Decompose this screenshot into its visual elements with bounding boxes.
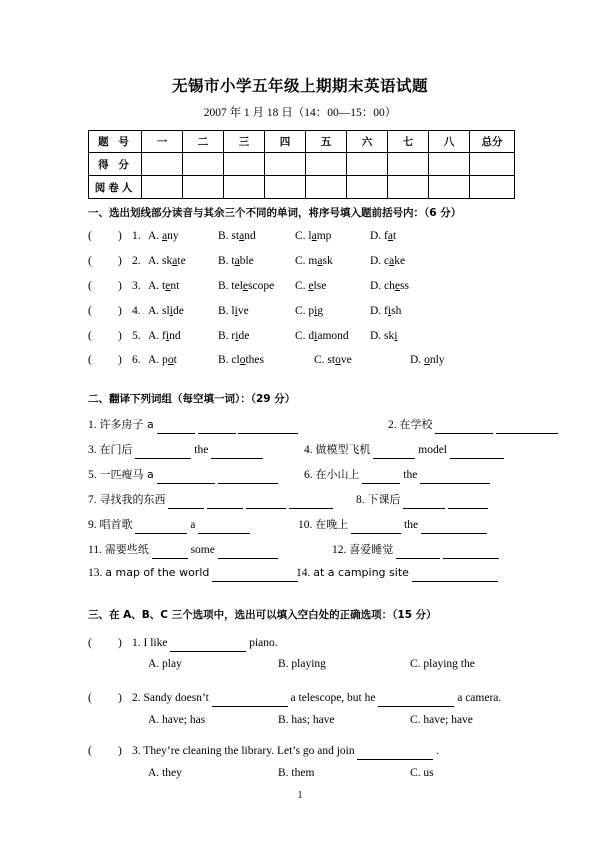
item-prompt: 做模型飞机 [315,443,371,456]
score-table-cell[interactable] [265,153,306,176]
option-a[interactable]: A. any [148,230,179,242]
score-table-cell[interactable] [470,153,515,176]
answer-blank[interactable] [420,471,490,484]
item-number: 9. [88,519,100,531]
underlined-phoneme: e [394,280,401,292]
item-number: 7. [88,494,100,506]
answer-box-close-paren[interactable]: ) [118,305,122,317]
item-number: 4. [304,444,316,456]
option-c[interactable]: C. pig [295,305,324,317]
answer-blank[interactable] [435,421,493,434]
option-d[interactable]: D. fat [370,230,397,242]
translation-item [296,566,498,582]
section1-question-row [88,255,558,272]
option-a[interactable]: A. tent [148,280,180,292]
section3-question-row [88,637,558,654]
item-number: 10. [298,519,316,531]
question-number: 4. [132,305,141,317]
underlined-phoneme: e [165,280,171,292]
option-d[interactable]: D. cake [370,255,406,267]
answer-box-close-paren[interactable]: ) [118,354,122,366]
option-c[interactable]: C. else [295,280,327,292]
underlined-phoneme: o [239,354,246,366]
question-number: 6. [132,354,141,366]
section1-question-row [88,330,558,347]
underlined-phoneme: i [169,305,173,317]
stem-text: a camera. [454,692,502,704]
page-title: 无锡市小学五年级上期期末英语试题 [171,77,428,95]
option-b[interactable]: B. has; have [278,714,335,726]
answer-blank[interactable] [403,496,445,509]
answer-blank[interactable] [373,446,415,459]
answer-blank[interactable] [198,521,250,534]
stem-text: a telescope, but he [287,692,379,704]
answer-box-close-paren[interactable]: ) [118,230,122,242]
score-table-cell[interactable] [224,153,265,176]
item-number: 6. [304,469,316,481]
option-b[interactable]: B. them [278,767,315,779]
question-number: 1. [132,637,144,649]
answer-box-open-paren[interactable]: ( [88,692,92,704]
option-d[interactable]: D. chess [370,280,409,292]
answer-box-open-paren[interactable]: ( [88,230,92,242]
option-c[interactable]: C. have; have [410,714,473,726]
option-c[interactable]: C. lamp [295,230,332,242]
score-table-cell[interactable] [306,153,347,176]
item-number: 12. [332,544,350,556]
question-number: 1. [132,230,141,242]
underlined-phoneme: i [387,305,392,317]
answer-blank[interactable] [198,421,236,434]
answer-blank[interactable] [152,546,188,559]
score-table-cell[interactable] [224,176,265,199]
stem-text: . [433,745,440,757]
translation-item [88,491,333,509]
score-table [88,130,515,199]
answer-blank[interactable] [218,546,278,559]
score-table-row [89,176,515,199]
stem-text: Sandy doesn’t [143,692,212,704]
item-number: 11. [88,544,105,556]
answer-box-open-paren[interactable]: ( [88,354,92,366]
score-table-column-header: 八 [429,131,470,153]
answer-blank[interactable] [157,471,215,484]
answer-blank[interactable] [357,747,433,760]
section1-question-row [88,305,558,322]
question-number: 3. [132,280,141,292]
item-number: 2. [388,419,400,431]
underlined-phoneme: e [242,280,249,292]
underlined-phoneme: i [234,305,238,317]
option-d[interactable]: D. only [410,354,445,366]
section3-question-row [88,745,558,762]
option-b[interactable]: B. playing [278,658,326,670]
item-number: 1. [88,419,100,431]
item-prompt: a map of the world [105,566,210,579]
section1-question-row [88,280,558,297]
stem-text: They’re cleaning the library. Let’s go and join [143,745,358,757]
question-stem [132,692,501,707]
underlined-phoneme: i [314,305,318,317]
section1-question-row [88,354,558,371]
item-prompt: 唱首歌 [99,518,133,531]
underlined-phoneme: a [317,255,323,267]
translation-item [88,466,278,484]
translation-item [298,516,487,534]
option-c[interactable]: C. playing the [410,658,475,670]
underlined-phoneme: a [239,230,245,242]
answer-blank[interactable] [450,446,504,459]
translation-item [304,441,504,459]
section1-heading: 一、选出划线部分读音与其余三个不同的单词，将序号填入题前括号内：（6 分） [88,207,462,219]
translation-item [356,491,488,509]
option-b[interactable]: B. stand [218,230,256,242]
answer-blank[interactable] [378,694,454,707]
item-prompt: 在学校 [399,418,433,431]
score-table-row [89,131,515,153]
section3-heading: 三、在 A、B、C 三个选项中，选出可以填入空白处的正确选项：（15 分） [88,609,437,621]
translation-item [88,541,278,559]
underlined-phoneme: e [308,280,314,292]
answer-blank[interactable] [396,546,440,559]
score-table-row-label: 得 分 [89,153,142,176]
translation-item [88,516,250,534]
item-fixed-word: the [401,519,419,531]
answer-box-open-paren[interactable]: ( [88,745,92,757]
question-number: 3. [132,745,144,757]
answer-box-close-paren[interactable]: ) [118,637,122,649]
question-number: 2. [132,255,141,267]
answer-box-open-paren[interactable]: ( [88,330,92,342]
item-fixed-word: the [400,469,418,481]
score-table-row [89,153,515,176]
translation-item [332,541,499,559]
answer-blank[interactable] [157,421,195,434]
option-c[interactable]: C. diamond [295,330,349,342]
option-a[interactable]: A. slide [148,305,184,317]
score-table-cell[interactable] [265,176,306,199]
answer-blank[interactable] [238,421,298,434]
item-prompt: 许多房子 a [99,418,154,431]
option-a[interactable]: A. play [148,658,182,670]
option-d[interactable]: D. ski [370,330,398,342]
option-a[interactable]: A. have; has [148,714,206,726]
item-prompt: 寻找我的东西 [99,493,166,506]
option-a[interactable]: A. pot [148,354,177,366]
answer-blank[interactable] [496,421,558,434]
option-b[interactable]: B. telescope [218,280,275,292]
score-table-cell[interactable] [388,153,429,176]
answer-box-open-paren[interactable]: ( [88,280,92,292]
item-number: 3. [88,444,100,456]
item-number: 13. [88,567,106,579]
score-table-cell[interactable] [429,153,470,176]
answer-box-close-paren[interactable]: ) [118,692,122,704]
underlined-phoneme: o [424,354,430,366]
stem-text: piano. [246,637,278,649]
answer-blank[interactable] [218,471,278,484]
underlined-phoneme: i [165,330,170,342]
underlined-phoneme: a [387,230,393,242]
stem-text: I like [143,637,171,649]
underlined-phoneme: a [234,255,240,267]
item-number: 14. [296,567,314,579]
translation-item [88,416,298,434]
section2-heading: 二、翻译下列词组（每空填一词）：（29 分） [88,393,296,405]
translation-item [388,416,558,434]
item-prompt: 需要些纸 [104,543,149,556]
score-table-column-header: 四 [265,131,306,153]
option-a[interactable]: A. skate [148,255,186,267]
answer-box-open-paren[interactable]: ( [88,637,92,649]
answer-blank[interactable] [168,496,204,509]
answer-blank[interactable] [246,496,286,509]
underlined-phoneme: i [314,330,318,342]
option-c[interactable]: C. stove [314,354,352,366]
score-table-cell[interactable] [142,153,183,176]
score-table-cell[interactable] [429,176,470,199]
score-table-column-header: 一 [142,131,183,153]
answer-box-close-paren[interactable]: ) [118,330,122,342]
option-c[interactable]: C. us [410,767,434,779]
answer-blank[interactable] [211,446,263,459]
option-a[interactable]: A. they [148,767,182,779]
item-prompt: 在晚上 [315,518,349,531]
item-fixed-word: a [187,519,196,531]
question-stem [132,745,439,760]
answer-blank[interactable] [443,546,499,559]
answer-blank[interactable] [135,446,191,459]
translation-item [304,466,490,484]
item-prompt: at a camping site [313,566,409,579]
answer-blank[interactable] [212,569,298,582]
underlined-phoneme: a [162,230,168,242]
answer-blank[interactable] [135,521,187,534]
answer-blank[interactable] [351,521,401,534]
option-a[interactable]: A. find [148,330,181,342]
score-table-cell[interactable] [347,176,388,199]
answer-box-open-paren[interactable]: ( [88,255,92,267]
score-table-column-header: 五 [306,131,347,153]
score-table-column-header: 七 [388,131,429,153]
score-table-column-header: 二 [183,131,224,153]
answer-box-close-paren[interactable]: ) [118,255,122,267]
answer-blank[interactable] [362,471,400,484]
question-number: 2. [132,692,144,704]
question-number: 5. [132,330,141,342]
answer-blank[interactable] [212,694,288,707]
answer-blank[interactable] [170,639,246,652]
score-table-cell[interactable] [306,176,347,199]
section3-question-row [88,692,558,709]
answer-box-open-paren[interactable]: ( [88,305,92,317]
item-prompt: 在门后 [99,443,133,456]
item-number: 8. [356,494,368,506]
section1-question-row [88,230,558,247]
question-stem [132,637,278,652]
score-table-column-header: 三 [224,131,265,153]
translation-item [88,566,298,582]
item-number: 5. [88,469,100,481]
underlined-phoneme: o [167,354,174,366]
option-b[interactable]: B. table [218,255,254,267]
answer-blank[interactable] [289,496,333,509]
item-prompt: 在小山上 [315,468,360,481]
option-d[interactable]: D. fish [370,305,402,317]
option-c[interactable]: C. mask [295,255,333,267]
underlined-phoneme: a [311,230,317,242]
answer-box-close-paren[interactable]: ) [118,280,122,292]
answer-blank[interactable] [421,521,487,534]
score-table-column-header: 六 [347,131,388,153]
option-b[interactable]: B. live [218,305,249,317]
page-number: 1 [297,790,303,801]
underlined-phoneme: i [235,330,239,342]
score-table-cell[interactable] [388,176,429,199]
answer-blank[interactable] [412,569,498,582]
score-table-row-label: 阅卷人 [89,176,142,199]
option-b[interactable]: B. ride [218,330,250,342]
translation-item [88,441,263,459]
score-table-cell[interactable] [347,153,388,176]
score-table-row-label: 题 号 [89,131,142,153]
item-prompt: 一匹瘦马 a [99,468,154,481]
item-fixed-word: model [415,444,447,456]
underlined-phoneme: a [389,255,395,267]
score-table-cell[interactable] [183,176,224,199]
item-prompt: 下课后 [367,493,401,506]
item-prompt: 喜爱睡觉 [349,543,394,556]
option-b[interactable]: B. clothes [218,354,265,366]
item-fixed-word: the [191,444,209,456]
answer-blank[interactable] [207,496,243,509]
answer-blank[interactable] [448,496,488,509]
underlined-phoneme: o [335,354,341,366]
exam-date-line: 2007 年 1 月 18 日（14：00—15：00） [203,107,397,119]
underlined-phoneme: i [394,330,398,342]
score-table-cell[interactable] [470,176,515,199]
score-table-cell[interactable] [142,176,183,199]
answer-box-close-paren[interactable]: ) [118,745,122,757]
score-table-cell[interactable] [183,153,224,176]
item-fixed-word: some [187,544,215,556]
underlined-phoneme: a [172,255,178,267]
score-table-column-header: 总分 [470,131,515,153]
